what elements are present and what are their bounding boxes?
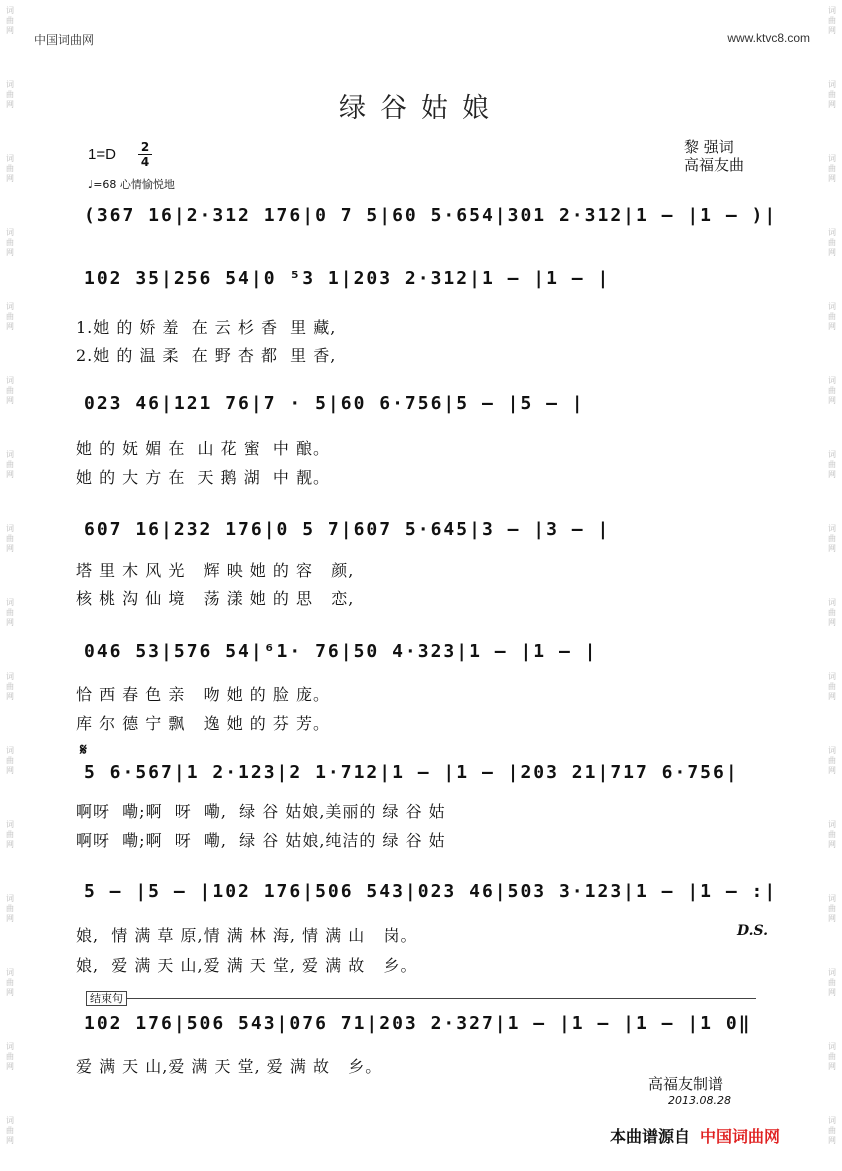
side-watermark-text: 词 曲 网 bbox=[6, 6, 14, 35]
side-watermark-text: 词 曲 网 bbox=[6, 450, 14, 479]
side-watermark-text: 词 曲 网 bbox=[6, 598, 14, 627]
right-side-watermark bbox=[824, 0, 840, 1171]
site-url[interactable]: www.ktvc8.com bbox=[727, 31, 810, 45]
side-watermark-text: 词 曲 网 bbox=[6, 820, 14, 849]
side-watermark-text: 词 曲 网 bbox=[828, 228, 836, 257]
side-watermark-text: 词 曲 网 bbox=[828, 302, 836, 331]
lyric-row-8: 爱 满 天 山,爱 满 天 堂, 爱 满 故 乡。 bbox=[76, 1057, 383, 1076]
source-label: 本曲谱源自 bbox=[610, 1127, 691, 1146]
side-watermark-text: 词 曲 网 bbox=[828, 6, 836, 35]
lyric-row-2-verse-1: 1.她 的 娇 羞 在 云 杉 香 里 藏, bbox=[76, 318, 337, 337]
source-brand[interactable]: 中国词曲网 bbox=[700, 1127, 781, 1146]
site-name: 中国词曲网 bbox=[34, 33, 95, 47]
key-signature: 1=D bbox=[88, 146, 116, 163]
side-watermark-text: 词 曲 网 bbox=[6, 672, 14, 701]
side-watermark-text: 词 曲 网 bbox=[6, 302, 14, 331]
lyricist-credit: 黎 强词 bbox=[684, 138, 734, 156]
tempo-marking: ♩=68 心情愉悦地 bbox=[88, 178, 175, 191]
side-watermark-text: 词 曲 网 bbox=[6, 1116, 14, 1145]
lyric-row-5-verse-2: 库 尔 德 宁 飘 逸 她 的 芬 芳。 bbox=[76, 714, 330, 733]
side-watermark-text: 词 曲 网 bbox=[6, 968, 14, 997]
song-title: 绿谷姑娘 bbox=[339, 93, 503, 124]
time-signature bbox=[138, 141, 152, 168]
side-watermark-text: 词 曲 网 bbox=[6, 154, 14, 183]
meter-top: 2 bbox=[140, 140, 150, 154]
notation-row-4: 607 16|232 176|0 5 7|607 5·645|3 – |3 – | bbox=[84, 519, 611, 540]
side-watermark-text: 词 曲 网 bbox=[6, 80, 14, 109]
lyric-row-4-verse-1: 塔 里 木 风 光 辉 映 她 的 容 颜, bbox=[76, 561, 355, 580]
notation-row-3: 023 46|121 76|7 · 5|60 6·756|5 – |5 – | bbox=[84, 393, 585, 414]
notation-row-6: 5 6·567|1 2·123|2 1·712|1 – |1 – |203 21|717 6·756| bbox=[84, 762, 739, 783]
ending-bracket bbox=[86, 998, 756, 999]
side-watermark-text: 词 曲 网 bbox=[828, 80, 836, 109]
lyric-row-6-verse-1: 啊呀 嘞;啊 呀 嘞, 绿 谷 姑娘,美丽的 绿 谷 姑 bbox=[76, 802, 446, 821]
lyric-row-4-verse-2: 核 桃 沟 仙 境 荡 漾 她 的 思 恋, bbox=[76, 589, 355, 608]
side-watermark-text: 词 曲 网 bbox=[828, 154, 836, 183]
arranger-credit: 高福友制谱 bbox=[648, 1075, 724, 1093]
lyric-row-7-verse-2: 娘, 爱 满 天 山,爱 满 天 堂, 爱 满 故 乡。 bbox=[76, 956, 418, 975]
lyric-row-7-verse-1: 娘, 情 满 草 原,情 满 林 海, 情 满 山 岗。 bbox=[76, 926, 418, 945]
composer-credit: 高福友曲 bbox=[684, 156, 745, 174]
side-watermark-text: 词 曲 网 bbox=[828, 1042, 836, 1071]
ending-label: 结束句 bbox=[86, 991, 127, 1006]
side-watermark-text: 词 曲 网 bbox=[6, 894, 14, 923]
notation-row-1: (367 16|2·312 176|0 7 5|60 5·654|301 2·312|1 – |1 – )| bbox=[84, 205, 778, 226]
notation-row-8: 102 176|506 543|076 71|203 2·327|1 – |1 – |1 – |1 0‖ bbox=[84, 1013, 752, 1034]
side-watermark-text: 词 曲 网 bbox=[828, 820, 836, 849]
notation-row-5: 046 53|576 54|⁶1· 76|50 4·323|1 – |1 – | bbox=[84, 641, 598, 662]
side-watermark-text: 词 曲 网 bbox=[828, 598, 836, 627]
notation-row-7: 5 – |5 – |102 176|506 543|023 46|503 3·123|1 – |1 – :| bbox=[84, 881, 778, 902]
lyric-row-3-verse-2: 她 的 大 方 在 天 鹅 湖 中 靓。 bbox=[76, 468, 330, 487]
side-watermark-text: 词 曲 网 bbox=[6, 746, 14, 775]
meter-bottom: 4 bbox=[140, 155, 150, 169]
ds-mark: D.S. bbox=[737, 923, 769, 939]
side-watermark-text: 词 曲 网 bbox=[828, 968, 836, 997]
side-watermark-text: 词 曲 网 bbox=[6, 524, 14, 553]
side-watermark-text: 词 曲 网 bbox=[828, 746, 836, 775]
side-watermark-text: 词 曲 网 bbox=[6, 376, 14, 405]
side-watermark-text: 词 曲 网 bbox=[828, 672, 836, 701]
lyric-row-6-verse-2: 啊呀 嘞;啊 呀 嘞, 绿 谷 姑娘,纯洁的 绿 谷 姑 bbox=[76, 831, 446, 850]
arrangement-date: 2013.08.28 bbox=[668, 1094, 731, 1107]
side-watermark-text: 词 曲 网 bbox=[828, 450, 836, 479]
side-watermark-text: 词 曲 网 bbox=[828, 376, 836, 405]
side-watermark-text: 词 曲 网 bbox=[6, 228, 14, 257]
source-note bbox=[610, 1124, 780, 1147]
segno-sign: 𝄋 bbox=[80, 740, 87, 759]
lyric-row-5-verse-1: 恰 西 春 色 亲 吻 她 的 脸 庞。 bbox=[76, 685, 330, 704]
side-watermark-text: 词 曲 网 bbox=[828, 894, 836, 923]
lyric-row-3-verse-1: 她 的 妩 媚 在 山 花 蜜 中 酿。 bbox=[76, 439, 330, 458]
lyric-row-2-verse-2: 2.她 的 温 柔 在 野 杏 都 里 香, bbox=[76, 346, 337, 365]
notation-row-2: 102 35|256 54|0 ⁵3 1|203 2·312|1 – |1 – | bbox=[84, 268, 611, 289]
side-watermark-text: 词 曲 网 bbox=[6, 1042, 14, 1071]
left-side-watermark bbox=[2, 0, 18, 1171]
side-watermark-text: 词 曲 网 bbox=[828, 1116, 836, 1145]
side-watermark-text: 词 曲 网 bbox=[828, 524, 836, 553]
